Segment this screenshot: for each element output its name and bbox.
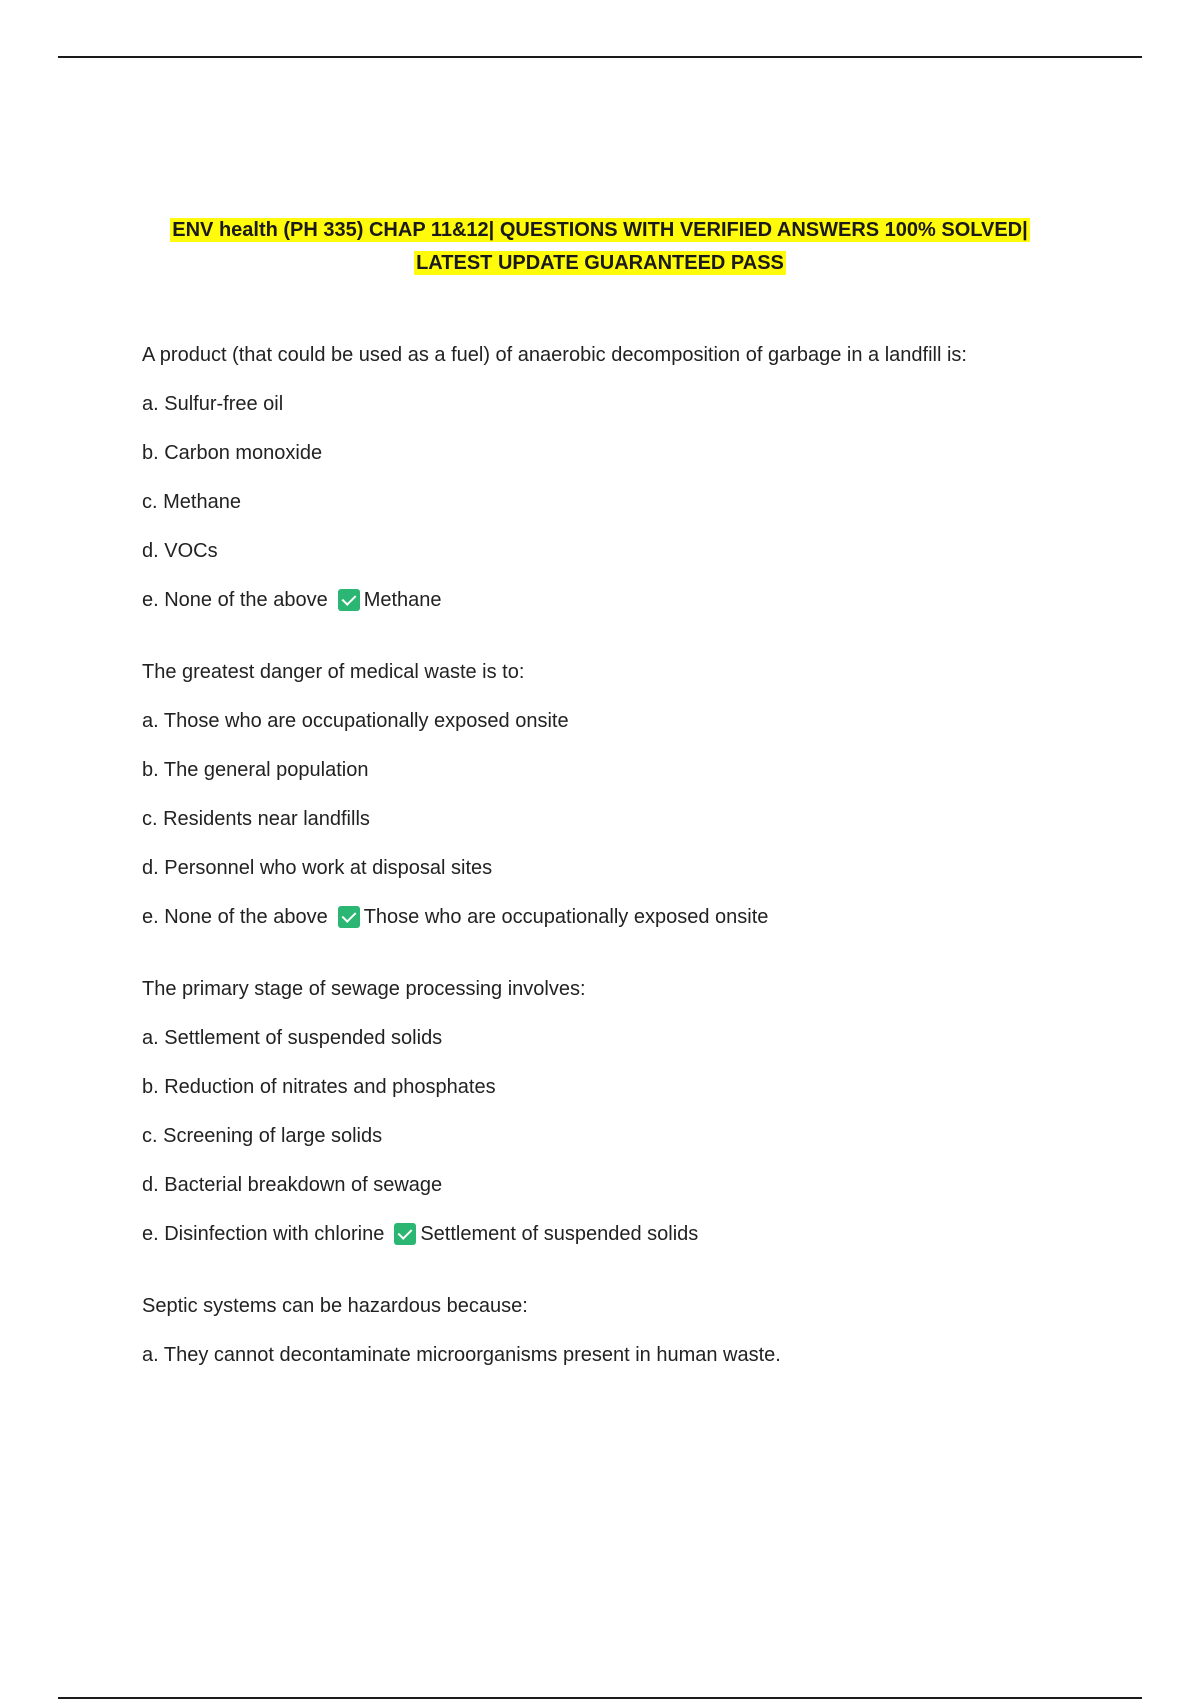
option-e [142, 905, 1092, 929]
answer-text: Those who are occupationally exposed onsite [363, 906, 769, 928]
option-b: b. Carbon monoxide [142, 442, 323, 464]
title-line-2: LATEST UPDATE GUARANTEED PASS [416, 252, 784, 274]
answer-text: Settlement of suspended solids [420, 1223, 699, 1245]
question-stem: Septic systems can be hazardous because: [142, 1295, 528, 1317]
option-a: a. Those who are occupationally exposed onsite [142, 710, 569, 732]
question-1 [142, 343, 1092, 612]
question-3 [142, 977, 1092, 1246]
option-b: b. Reduction of nitrates and phosphates [142, 1076, 496, 1098]
option-e-label: e. Disinfection with chlorine [142, 1223, 385, 1245]
option-a: a. They cannot decontaminate microorganisms present in human waste. [142, 1344, 781, 1366]
check-mark-icon [338, 906, 360, 928]
question-stem: A product (that could be used as a fuel) of anaerobic decomposition of garbage in a landfill is: [142, 344, 967, 366]
question-4 [142, 1294, 1092, 1367]
option-b: b. The general population [142, 759, 369, 781]
option-e [142, 588, 1092, 612]
option-d: d. VOCs [142, 540, 218, 562]
option-c: c. Residents near landfills [142, 808, 370, 830]
option-d: d. Personnel who work at disposal sites [142, 857, 493, 879]
option-e [142, 1222, 1092, 1246]
option-c: c. Methane [142, 491, 241, 513]
footer-rule [58, 1697, 1142, 1699]
question-2 [142, 660, 1092, 929]
option-a: a. Sulfur-free oil [142, 393, 284, 415]
check-mark-icon [338, 589, 360, 611]
document-title [0, 214, 1200, 280]
check-mark-icon [394, 1223, 416, 1245]
option-a: a. Settlement of suspended solids [142, 1027, 443, 1049]
option-d: d. Bacterial breakdown of sewage [142, 1174, 443, 1196]
question-stem: The primary stage of sewage processing involves: [142, 978, 586, 1000]
option-c: c. Screening of large solids [142, 1125, 383, 1147]
header-rule [58, 56, 1142, 58]
option-e-label: e. None of the above [142, 906, 328, 928]
title-line-1: ENV health (PH 335) CHAP 11&12| QUESTIONS WITH VERIFIED ANSWERS 100% SOLVED| [172, 219, 1028, 241]
question-stem: The greatest danger of medical waste is to: [142, 661, 525, 683]
answer-text: Methane [363, 589, 442, 611]
option-e-label: e. None of the above [142, 589, 328, 611]
question-list [142, 343, 1092, 1415]
